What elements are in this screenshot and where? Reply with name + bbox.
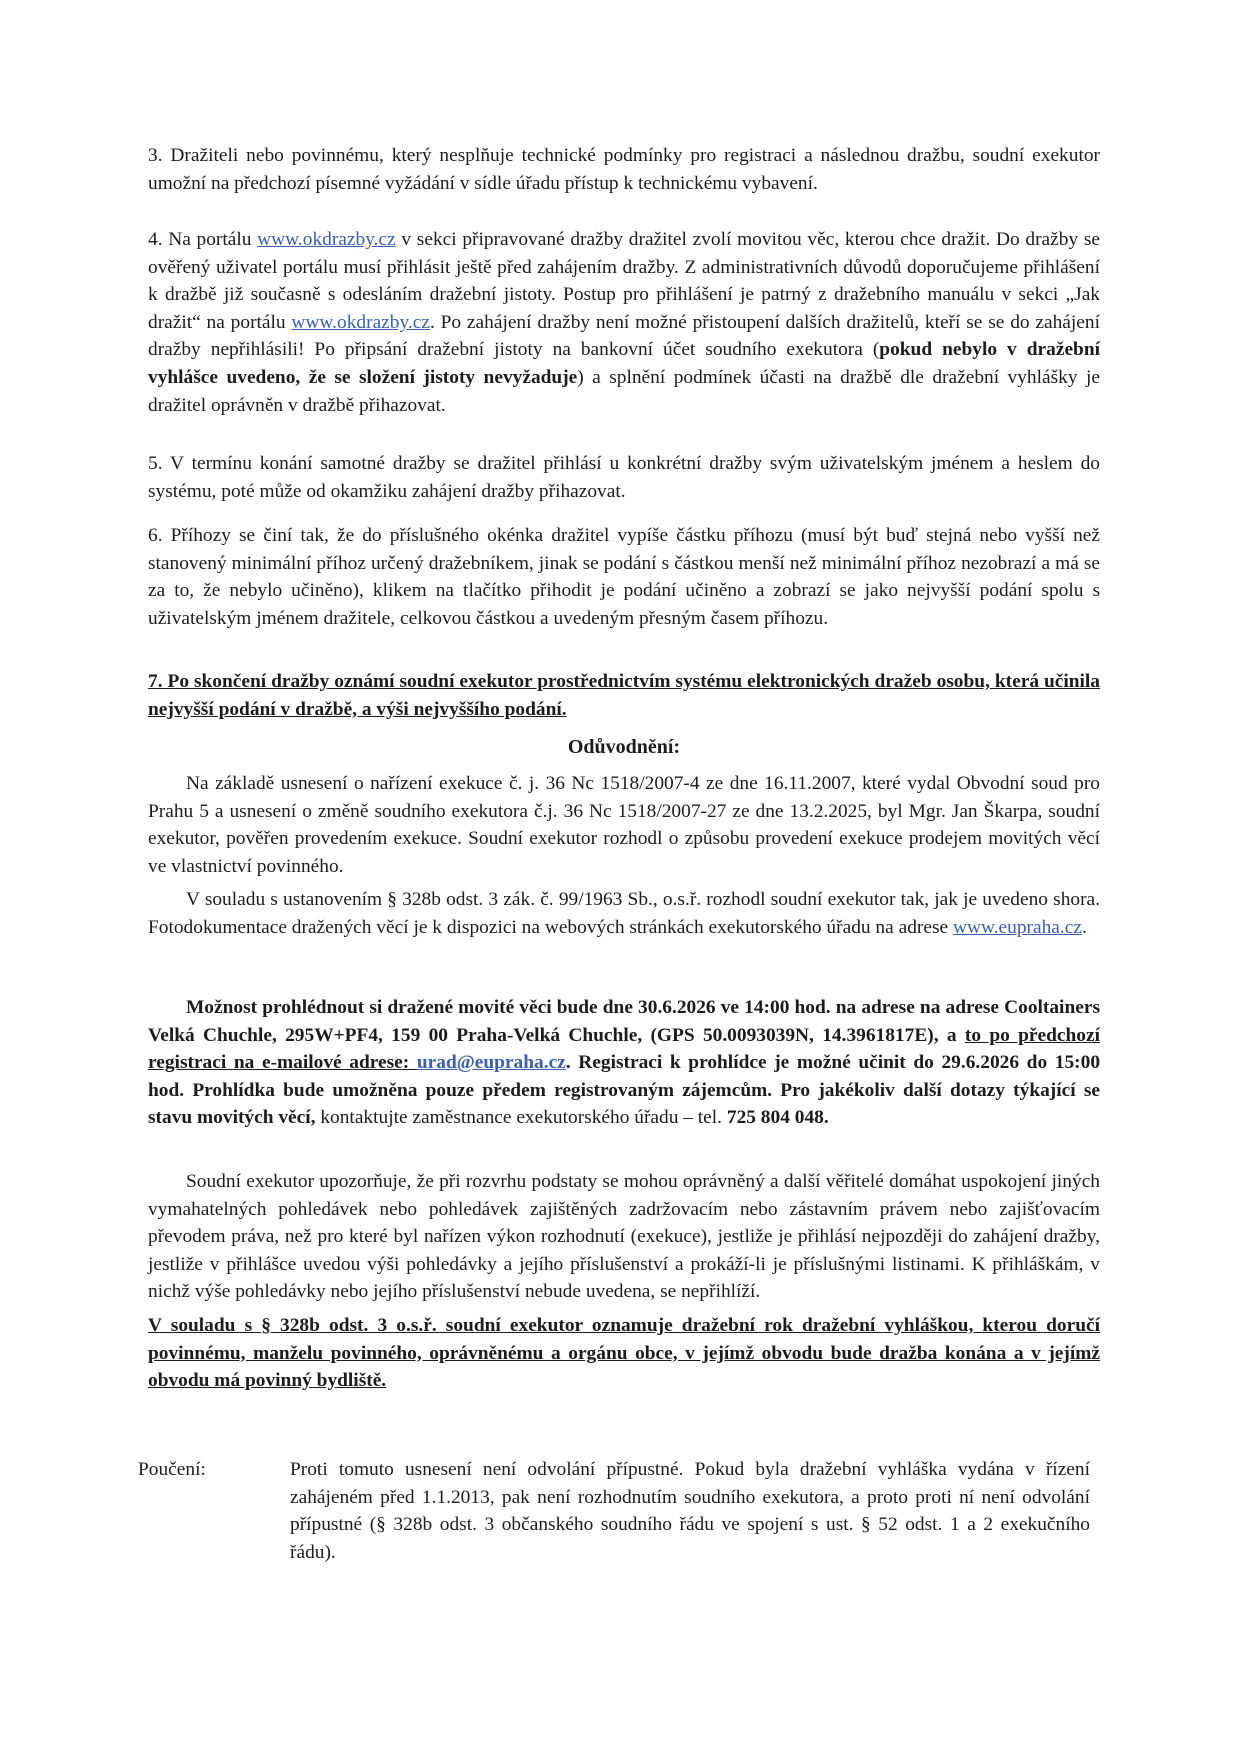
paragraph-4	[148, 226, 1100, 419]
inspection-bold-underlined: to po předchozí registraci na e-mailové adrese:	[148, 1024, 1100, 1074]
paragraph-6: 6. Příhozy se činí tak, že do příslušného okénka dražitel vypíše částku příhozu (musí být buď stejná nebo vyšší než stanovený minimální příhoz určený dražebníkem, jinak se podání s částkou menší než minimální příhoz nezobrazí a má se za to, že nebylo učiněno), klikem na tlačítko přihodit je podání učiněno a zobrazí se jako nejvyšší podání spolu s uživatelským jménem dražitele, celkovou částkou a uvedeným přesným časem příhozu.	[148, 525, 1100, 629]
okdrazby-link-1[interactable]: www.okdrazby.cz	[257, 229, 396, 250]
eupraha-link[interactable]: www.eupraha.cz	[952, 916, 1082, 938]
pouceni-label: Poučení:	[138, 1459, 206, 1480]
paragraph-7: 7. Po skončení dražby oznámí soudní exekutor prostřednictvím systému elektronických dražeb osobu, která učinila nejvyšší podání v dražbě, a výši nejvyššího podání.	[148, 671, 1100, 720]
inspection-bold-2: . Registraci k prohlídce je možné učinit do 29.6.2026 do 15:00 hod. Prohlídka bude umožněna pouze předem registrovaným zájemcům. Pro jakékoliv další dotazy týkající se stavu movitých věcí,	[148, 1052, 1101, 1129]
reasoning-paragraph-2-end: .	[1081, 916, 1087, 938]
paragraph-4-text-4: ) a splnění podmínek účasti na dražbě dle dražební vyhlášky je dražitel oprávněn v dražbě přihazovat.	[148, 366, 1100, 416]
paragraph-3: 3. Dražiteli nebo povinnému, který nesplňuje technické podmínky pro registraci a následnou dražbu, soudní exekutor umožní na předchozí písemné vyžádání v sídle úřadu přístup k technickému vybavení.	[148, 145, 1100, 194]
email-link[interactable]: urad@eupraha.cz	[416, 1052, 566, 1074]
reasoning-paragraph-2-text: V souladu s ustanovením § 328b odst. 3 zák. č. 99/1963 Sb., o.s.ř. rozhodl soudní exekutor tak, jak je uvedeno shora. Fotodokumentace dražených věcí je k dispozici na webových stránkách exekutorského úřadu na adrese	[148, 889, 1100, 938]
okdrazby-link-2[interactable]: www.okdrazby.cz	[291, 311, 430, 333]
pouceni-text: Proti tomuto usnesení není odvolání přípustné. Pokud byla dražební vyhláška vydána v řízení zahájeném před 1.1.2013, pak není rozhodnutím soudního exekutora, a proto proti ní není odvolání přípustné (§ 328b odst. 3 občanského soudního řádu ve spojení s ust. § 52 odst. 1 a 2 exekučního řádu).	[290, 1459, 1090, 1563]
paragraph-5: 5. V termínu konání samotné dražby se dražitel přihlásí u konkrétní dražby svým uživatelským jménem a heslem do systému, poté může od okamžiku zahájení dražby přihazovat.	[148, 453, 1100, 502]
delivery-notice-paragraph: V souladu s § 328b odst. 3 o.s.ř. soudní exekutor oznamuje dražební rok dražební vyhláškou, kterou doručí povinnému, manželu povinného, oprávněnému a orgánu obce, v jejímž obvodu bude dražba konána a v jejímž obvodu má povinný bydliště.	[148, 1315, 1100, 1392]
reasoning-paragraph-2	[148, 886, 1100, 941]
inspection-bold-1: Možnost prohlédnout si dražené movité věci bude dne 30.6.2026 ve 14:00 hod. na adrese na adrese Cooltainers Velká Chuchle, 295W+PF4, 159 00 Praha-Velká Chuchle, (GPS 50.0093039N, 14.3961817E), a	[148, 997, 1100, 1046]
paragraph-4-text-3: . Po zahájení dražby není možné přistoupení dalších dražitelů, kteří se se do zahájení dražby nepřihlásili! Po připsání dražební jistoty na bankovní účet soudního exekutora (	[148, 311, 1100, 361]
inspection-paragraph	[148, 994, 1100, 1132]
section-heading-oduvodneni: Odůvodnění:	[567, 736, 681, 758]
reasoning-paragraph-1: Na základě usnesení o nařízení exekuce č. j. 36 Nc 1518/2007-4 ze dne 16.11.2007, které vydal Obvodní soud pro Prahu 5 a usnesení o změně soudního exekutora č.j. 36 Nc 1518/2007-27 ze dne 13.2.2025, byl Mgr. Jan Škarpa, soudní exekutor, pověřen provedením exekuce. Soudní exekutor rozhodl o způsobu provedení exekuce prodejem movitých věcí ve vlastnictví povinného.	[148, 773, 1100, 877]
phone-number: 725 804 048.	[726, 1107, 829, 1129]
paragraph-4-bold: pokud nebylo v dražební vyhlášce uvedeno, že se složení jistoty nevyžaduje	[148, 339, 1100, 388]
paragraph-4-text-2: v sekci připravované dražby dražitel zvolí movitou věc, kterou chce dražit. Do dražby se ověřený uživatel portálu musí přihlásit ještě před zahájením dražby. Z administrativních důvodů doporučujeme přihlášení k dražbě již současně s odesláním dražební jistoty. Postup pro přihlášení je patrný z dražebního manuálu v sekci „Jak dražit“ na portálu	[148, 229, 1100, 333]
inspection-contact-text: kontaktujte zaměstnance exekutorského úřadu – tel.	[315, 1107, 727, 1129]
paragraph-4-text-1: 4. Na portálu	[148, 229, 258, 250]
creditors-notice-paragraph: Soudní exekutor upozorňuje, že při rozvrhu podstaty se mohou oprávněný a další věřitelé domáhat uspokojení jiných vymahatelných pohledávek nebo pohledávek zajištěných zadržovacím nebo zástavním právem nebo zajišťovacím převodem práva, než pro které byl nařízen výkon rozhodnutí (exekuce), jestliže je přihlásí nejpozději do zahájení dražby, jestliže v přihlášce uvedou výši pohledávky a jejího příslušenství a prokáží-li je příslušnými listinami. K přihláškám, v nichž výše pohledávky nebo jejího příslušenství nebude uvedena, se nepřihlíží.	[148, 1171, 1100, 1303]
